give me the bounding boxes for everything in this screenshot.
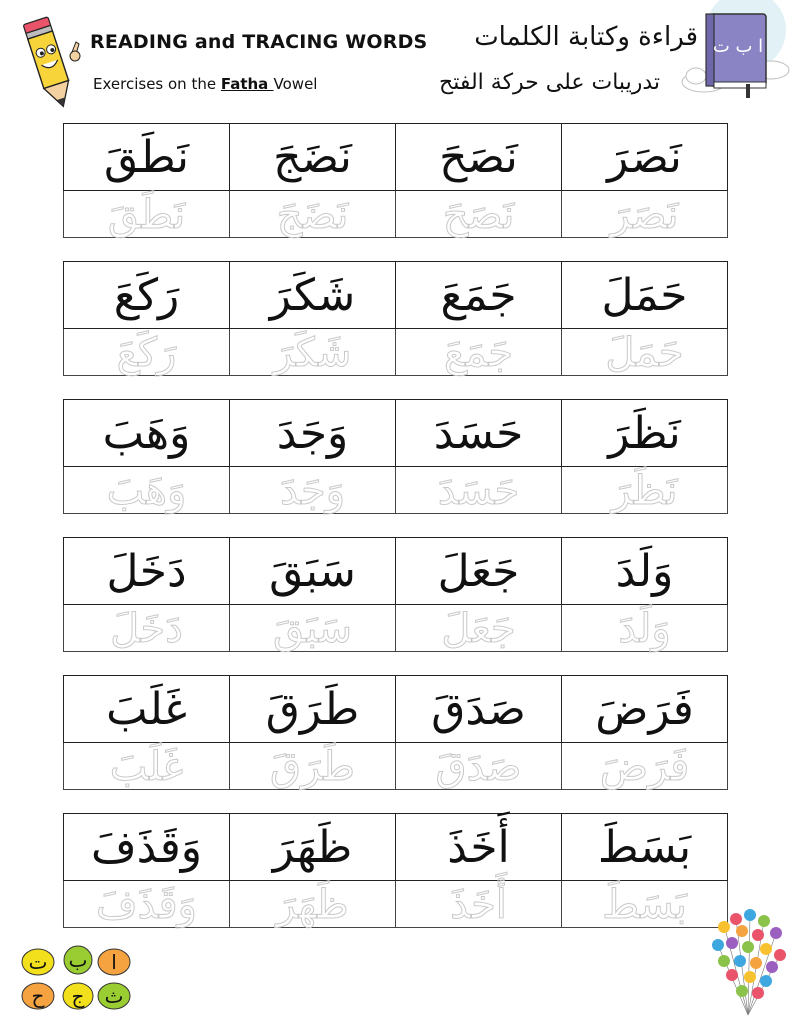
subtitle-arabic: تدريبات على حركة الفتح [439,70,660,95]
trace-cell[interactable] [561,467,728,514]
read-word: نَطَقَ [103,132,190,183]
word-grid [63,123,728,951]
trace-word: سَبَقَ [273,606,352,652]
trace-cell[interactable] [561,881,728,928]
read-word: وَقَذَفَ [91,822,202,873]
letter-tha: ث [104,984,124,1008]
trace-row [63,881,728,928]
read-cell [229,123,395,191]
read-row [63,123,728,191]
read-word: رَكَعَ [113,270,180,321]
read-cell [229,399,395,467]
read-cell [229,261,395,329]
read-cell [561,261,728,329]
read-word: حَمَلَ [601,270,688,321]
letters-decoration [18,940,136,1012]
read-cell [395,675,561,743]
read-word: صَدَقَ [431,684,526,735]
trace-word: نَضَجَ [276,192,349,238]
read-cell [395,261,561,329]
word-group-6 [63,813,728,928]
read-cell [63,261,229,329]
trace-word: وَلَدَ [618,606,671,652]
trace-cell[interactable] [561,743,728,790]
trace-word: نَظَرَ [611,468,678,514]
trace-word: شَكَرَ [273,330,352,376]
read-word: وَلَدَ [615,546,674,597]
read-row [63,261,728,329]
trace-cell[interactable] [395,743,561,790]
trace-cell[interactable] [395,881,561,928]
trace-word: نَطَقَ [107,192,186,238]
trace-word: طَرَقَ [270,744,355,790]
trace-word: ظَهَرَ [276,882,349,928]
trace-word: دَخَلَ [110,606,183,652]
letter-ba: ب [68,948,88,972]
trace-word: جَعَلَ [441,606,516,652]
trace-cell[interactable] [229,329,395,376]
trace-word: فَرَضَ [599,744,690,790]
read-row [63,537,728,605]
read-word: وَجَدَ [276,408,349,459]
read-cell [561,123,728,191]
trace-cell[interactable] [63,881,229,928]
read-cell [63,537,229,605]
read-cell [63,123,229,191]
read-word: نَظَرَ [608,408,681,459]
read-cell [229,537,395,605]
word-group-4 [63,537,728,652]
read-word: نَضَجَ [273,132,352,183]
trace-cell[interactable] [229,605,395,652]
letter-alif: ا [111,950,117,974]
trace-cell[interactable] [63,605,229,652]
read-cell [561,675,728,743]
trace-cell[interactable] [229,743,395,790]
trace-word: جَمَعَ [443,330,514,376]
read-word: طَرَقَ [265,684,360,735]
read-word: نَصَحَ [439,132,518,183]
read-cell [63,399,229,467]
read-row [63,399,728,467]
trace-word: صَدَقَ [435,744,522,790]
read-cell [63,813,229,881]
trace-row [63,743,728,790]
book-icon [676,0,791,110]
read-cell [395,399,561,467]
read-word: جَعَلَ [437,546,520,597]
trace-word: وَهَبَ [106,468,187,514]
trace-cell[interactable] [561,329,728,376]
trace-cell[interactable] [395,467,561,514]
trace-word: حَمَلَ [605,330,684,376]
word-group-5 [63,675,728,790]
read-word: شَكَرَ [269,270,356,321]
pencil-mascot-icon [16,12,86,112]
trace-cell[interactable] [229,881,395,928]
read-word: حَسَدَ [433,408,524,459]
trace-cell[interactable] [395,329,561,376]
trace-cell[interactable] [63,329,229,376]
read-word: جَمَعَ [440,270,517,321]
read-word: أَخَذَ [447,822,510,873]
letter-ta: ت [28,950,48,974]
trace-cell[interactable] [561,191,728,238]
read-word: سَبَقَ [269,546,356,597]
trace-cell[interactable] [395,605,561,652]
svg-text:ا ب ت: ا ب ت [712,36,764,57]
balloons-icon [706,905,791,1017]
trace-cell[interactable] [63,467,229,514]
trace-word: حَسَدَ [437,468,520,514]
read-cell [229,675,395,743]
word-group-1 [63,123,728,238]
trace-word: رَكَعَ [116,330,177,376]
read-cell [561,813,728,881]
read-word: وَهَبَ [102,408,191,459]
trace-word: نَصَحَ [442,192,515,238]
letter-ha: ح [31,984,45,1008]
trace-row [63,191,728,238]
trace-cell[interactable] [229,467,395,514]
letter-jim: ج [71,984,85,1008]
read-cell [395,123,561,191]
read-word: دَخَلَ [106,546,187,597]
read-row [63,675,728,743]
trace-word: وَجَدَ [279,468,346,514]
read-word: بَسَطَ [597,822,692,873]
trace-cell[interactable] [63,191,229,238]
read-word: ظَهَرَ [272,822,353,873]
trace-cell[interactable] [395,191,561,238]
read-cell [229,813,395,881]
trace-row [63,329,728,376]
trace-word: بَسَطَ [602,882,687,928]
read-word: نَصَرَ [607,132,682,183]
trace-row [63,467,728,514]
trace-word: وَقَذَفَ [96,882,197,928]
trace-cell[interactable] [229,191,395,238]
trace-cell[interactable] [63,743,229,790]
read-word: غَلَبَ [106,684,187,735]
read-cell [561,399,728,467]
read-row [63,813,728,881]
trace-word: غَلَبَ [109,744,184,790]
title-arabic: قراءة وكتابة الكلمات [474,22,698,52]
trace-word: أَخَذَ [450,882,507,928]
read-cell [395,813,561,881]
read-cell [561,537,728,605]
read-cell [63,675,229,743]
subtitle-english: Exercises on the Fatha Vowel [93,75,318,93]
trace-cell[interactable] [561,605,728,652]
word-group-3 [63,399,728,514]
read-word: فَرَضَ [595,684,694,735]
trace-row [63,605,728,652]
read-cell [395,537,561,605]
trace-word: نَصَرَ [610,192,679,238]
title-english: READING and TRACING WORDS [90,31,428,53]
worksheet-header [0,0,791,118]
word-group-2 [63,261,728,376]
